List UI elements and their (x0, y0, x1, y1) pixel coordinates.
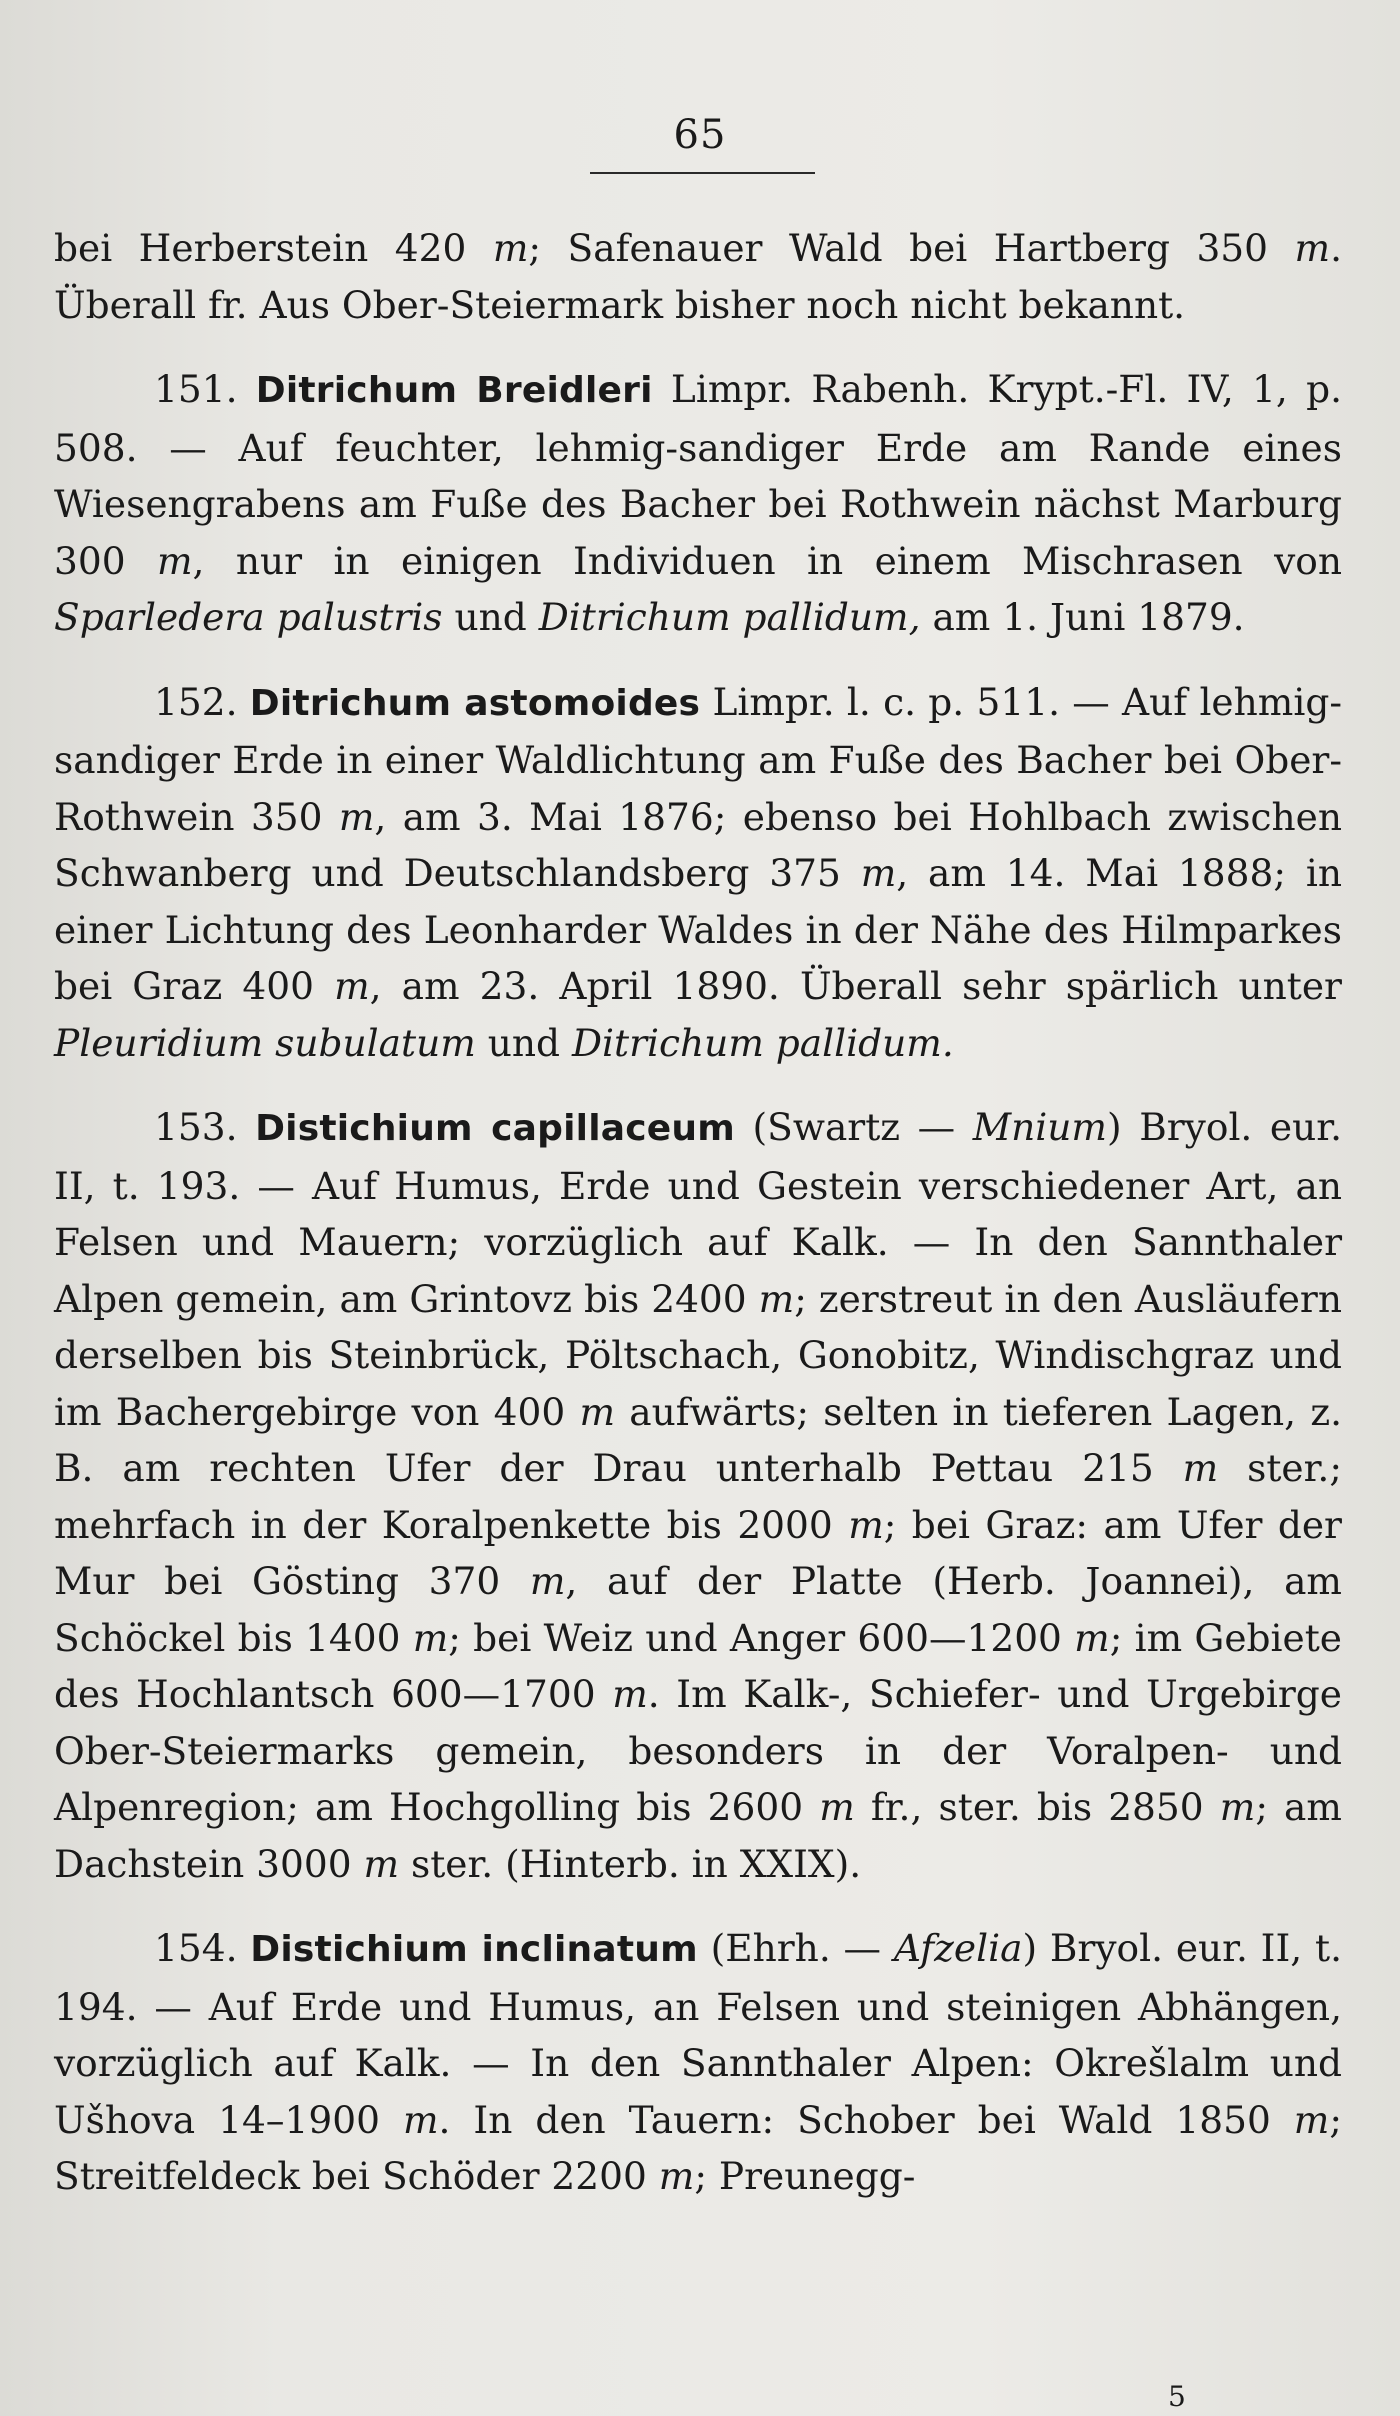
page-number: 65 (673, 112, 727, 158)
signature-mark: 5 (1168, 2380, 1186, 2413)
entry-number: 153. (154, 1105, 238, 1149)
page-body (54, 220, 1342, 2205)
entry-number: 152. (154, 679, 238, 724)
entry-153: 153. Distichium capillaceum (Swartz — Mnium) Bryol. eur. II, t. 193. — Auf Humus, Erde und Gestein verschiedener Art, an Felsen und Mauern; vorzüglich auf Kalk. — In den Sannthaler Alpen gemein, am Grintovz bis 2400 m; zerstreut in den Ausläufern derselben bis Steinbrück, Pöltschach, Gonobitz, Windischgraz und im Bachergebirge von 400 m aufwärts; selten in tieferen Lagen, z. B. am rechten Ufer der Drau unterhalb Pettau 215 m ster.; mehrfach in der Koralpenkette bis 2000 m; bei Graz: am Ufer der Mur bei Gösting 370 m, auf der Platte (Herb. Joannei), am Schöckel bis 1400 m; bei Weiz und Anger 600—1200 m; im Gebiete des Hochlantsch 600—1700 m. Im Kalk-, Schiefer- und Urgebirge Ober-Steiermarks gemein, besonders in der Voralpen- und Alpenregion; am Hochgolling bis 2600 m fr., ster. bis 2850 m; am Dachstein 3000 m ster. (Hinterb. in XXIX). (54, 1105, 1343, 1886)
species-name: Ditrichum astomoides (249, 682, 701, 724)
entry-154: 154. Distichium inclinatum (Ehrh. — Afzelia) Bryol. eur. II, t. 194. — Auf Erde und Humus, an Felsen und steinigen Abhängen, vorzüglich auf Kalk. — In den Sannthaler Alpen: Okrešlalm und Ušhova 14–1900 m. In den Tauern: Schober bei Wald 1850 m; Streitfeldeck bei Schöder 2200 m; Preunegg- (54, 1926, 1343, 2198)
entry-152: 152. Ditrichum astomoides Limpr. l. c. p. 511. — Auf lehmig-sandiger Erde in einer Waldlichtung am Fuße des Bacher bei Ober-Rothwein 350 m, am 3. Mai 1876; ebenso bei Hohlbach zwischen Schwanberg und Deutschlandsberg 375 m, am 14. Mai 1888; in einer Lichtung des Leonharder Waldes in der Nähe des Hilmparkes bei Graz 400 m, am 23. April 1890. Überall sehr spärlich unter Pleuridium subulatum und Ditrichum pallidum. (54, 679, 1343, 1065)
header-rule (590, 172, 815, 174)
entry-number: 154. (154, 1926, 238, 1970)
entry-number: 151. (154, 367, 238, 411)
intro-paragraph: bei Herberstein 420 m; Safenauer Wald bei Hartberg 350 m. Überall fr. Aus Ober-Steiermark bisher noch nicht bekannt. (54, 226, 1342, 327)
species-name: Distichium inclinatum (250, 1929, 698, 1970)
species-name: Distichium capillaceum (255, 1108, 735, 1149)
species-name: Ditrichum Breidleri (255, 370, 653, 411)
entry-151: 151. Ditrichum Breidleri Limpr. Rabenh. Krypt.-Fl. IV, 1, p. 508. — Auf feuchter, lehmig-sandiger Erde am Rande eines Wiesengrabens am Fuße des Bacher bei Rothwein nächst Marburg 300 m, nur in einigen Individuen in einem Mischrasen von Sparledera palustris und Ditrichum pallidum, am 1. Juni 1879. (54, 367, 1342, 639)
